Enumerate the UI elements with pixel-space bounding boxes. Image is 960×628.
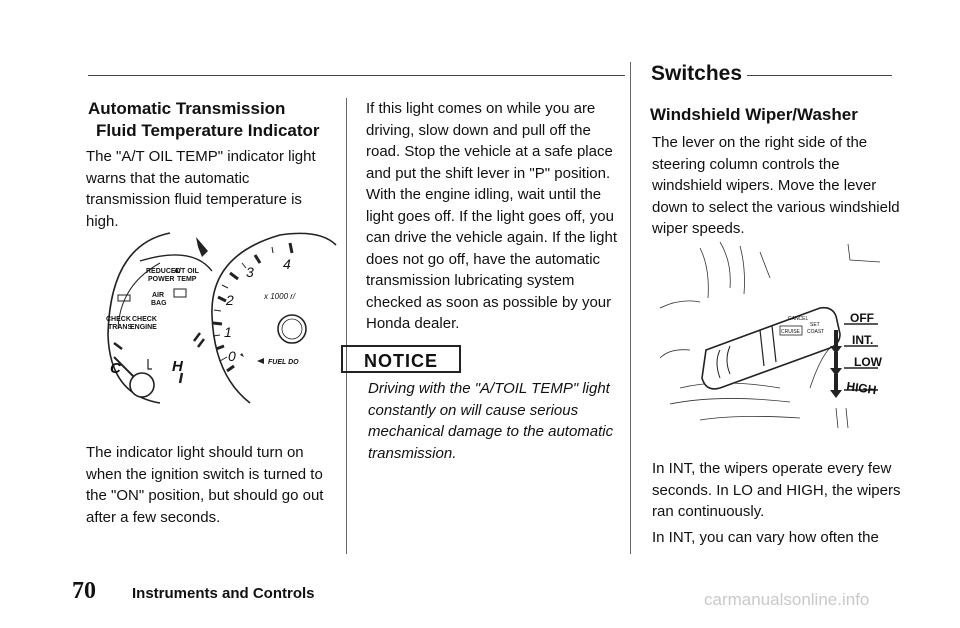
lever-label-cancel: CANCEL	[788, 316, 809, 322]
label-cold: C	[110, 360, 121, 377]
position-int: INT.	[852, 333, 874, 347]
label-at-oil: A/T OIL	[174, 268, 199, 275]
label-check-engine-2: ENGINE	[130, 324, 157, 331]
header-rule-right	[747, 75, 892, 76]
arrow-down-icon	[830, 352, 842, 376]
column-divider-right	[630, 62, 631, 554]
label-bag: BAG	[151, 300, 167, 307]
arrow-down-icon	[830, 374, 842, 398]
heading-windshield-wiper: Windshield Wiper/Washer	[650, 105, 858, 124]
column-divider-left	[346, 98, 347, 554]
tach-label-1: 1	[224, 324, 232, 340]
label-check-trans-1: CHECK	[106, 316, 131, 323]
position-high: HIGH	[845, 379, 878, 398]
label-temp: TEMP	[177, 276, 197, 283]
rpm-unit: x 1000 r/	[264, 292, 296, 301]
instrument-cluster-illustration	[100, 225, 338, 405]
intro-paragraph: The "A/T OIL TEMP" indicator light warns that the automatic transmission fluid temperature is high.	[86, 148, 316, 230]
header-rule-left	[88, 75, 625, 76]
int-speeds-paragraph: In INT, the wipers operate every few seconds. In LO and HIGH, the wipers ran continuously.	[652, 460, 901, 520]
watermark: carmanualsonline.info	[704, 590, 870, 609]
heading-at-fluid-temp	[88, 98, 338, 142]
label-reduced: REDUCED	[146, 268, 181, 275]
turn-on-paragraph: The indicator light should turn on when the ignition switch is turned to the "ON" position, but should go out after a few seconds.	[86, 444, 324, 526]
label-power: POWER	[148, 276, 175, 283]
tach-label-2: 2	[226, 292, 234, 308]
notice-box: NOTICE	[341, 345, 461, 373]
warning-procedure-paragraph: If this light comes on while you are driving, slow down and pull off the road. Stop the vehicle at a safe place and put the shift lever in "P" position. With the engine idling, wait until the light goes off. If the light goes off, you can drive the vehicle again. If the light does not go off, have the automatic transmission lubricating system checked as soon as possible by your Honda dealer.	[366, 100, 617, 332]
section-title: Switches	[651, 62, 743, 85]
tach-label-0: 0	[228, 348, 236, 364]
notice-paragraph: Driving with the "A/TOIL TEMP" light constantly on will cause serious mechanical damage to the automatic transmission.	[368, 380, 614, 462]
label-check-engine-1: CHECK	[132, 316, 157, 323]
wiper-lever-paragraph: The lever on the right side of the steering column controls the windshield wipers. Move the lever down to select the various windshield wiper speeds.	[652, 134, 900, 237]
position-low: LOW	[854, 355, 882, 369]
label-check-trans-2: TRANS	[108, 324, 133, 331]
wiper-lever-illustration	[660, 238, 900, 438]
position-off: OFF	[850, 311, 874, 325]
lever-label-coast: COAST	[807, 329, 825, 335]
int-vary-paragraph: In INT, you can vary how often the	[652, 529, 879, 546]
heading-line-2: Fluid Temperature Indicator	[96, 121, 320, 140]
label-hot: H	[172, 358, 183, 375]
page-number: 70	[72, 578, 96, 604]
tach-label-4: 4	[283, 256, 291, 272]
lever-label-cruise: CRUISE	[781, 329, 800, 335]
label-air: AIR	[152, 292, 165, 299]
fuel-door-indicator: FUEL DO	[268, 359, 299, 366]
tach-label-3: 3	[246, 264, 254, 280]
lever-label-set: SET	[810, 322, 820, 328]
chapter-title: Instruments and Controls	[132, 585, 315, 602]
heading-line-1: Automatic Transmission	[88, 99, 286, 118]
